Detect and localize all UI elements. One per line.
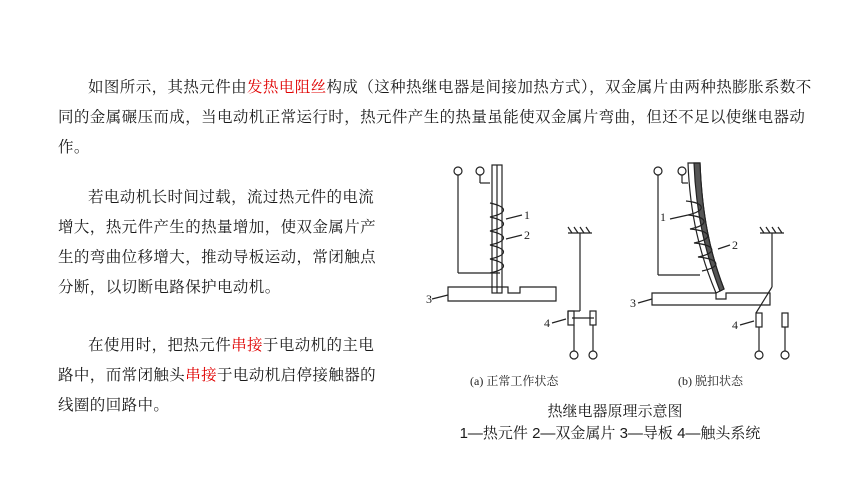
label-1-right: 1 [660, 210, 666, 224]
label-3-left: 3 [426, 292, 432, 306]
thermal-relay-diagram [420, 155, 820, 395]
intro-text-a: 如图所示，其热元件由 [88, 78, 248, 96]
overload-paragraph: 若电动机长时间过载，流过热元件的电流增大，热元件产生的热量增加，使双金属片产生的弯曲位移增大，推动导板运动，常闭触点分断，以切断电路保护电动机。 [58, 188, 377, 296]
label-3-right: 3 [630, 296, 636, 310]
figure-title: 热继电器原理示意图 [547, 403, 683, 420]
highlight-series-2: 串接 [185, 366, 218, 384]
label-4-right: 4 [732, 318, 738, 332]
figure-legend: 1—热元件 2—双金属片 3—导板 4—触头系统 [459, 425, 761, 442]
usage-text-a: 在使用时，把热元件 [88, 336, 232, 354]
diagram-normal-state [426, 165, 597, 388]
label-1-left: 1 [524, 208, 530, 222]
label-2-left: 2 [524, 228, 530, 242]
intro-paragraph [58, 72, 818, 162]
intro-text-b: 构成（这种热继电器是间接加热方式），双金属片由两种热膨胀系数不同的金属碾压而成，当电动机正常运行时，热元件产生的热量虽能使双金属片弯曲，但还不足以使继电器动作。 [58, 78, 812, 156]
highlight-heating-wire: 发热电阻丝 [247, 78, 327, 96]
caption-tripped-state: (b) 脱扣状态 [678, 374, 743, 388]
highlight-series-1: 串接 [231, 336, 263, 354]
usage-paragraph [58, 330, 388, 420]
usage-text-c: 于电动机启停接触器的线圈的回路中。 [58, 366, 377, 414]
label-4-left: 4 [544, 316, 550, 330]
caption-normal-state: (a) 正常工作状态 [470, 374, 559, 388]
diagram-tripped-state [630, 163, 789, 388]
label-2-right: 2 [732, 238, 738, 252]
usage-text-b: 于电动机的主电路中，而常闭触头 [58, 336, 375, 384]
